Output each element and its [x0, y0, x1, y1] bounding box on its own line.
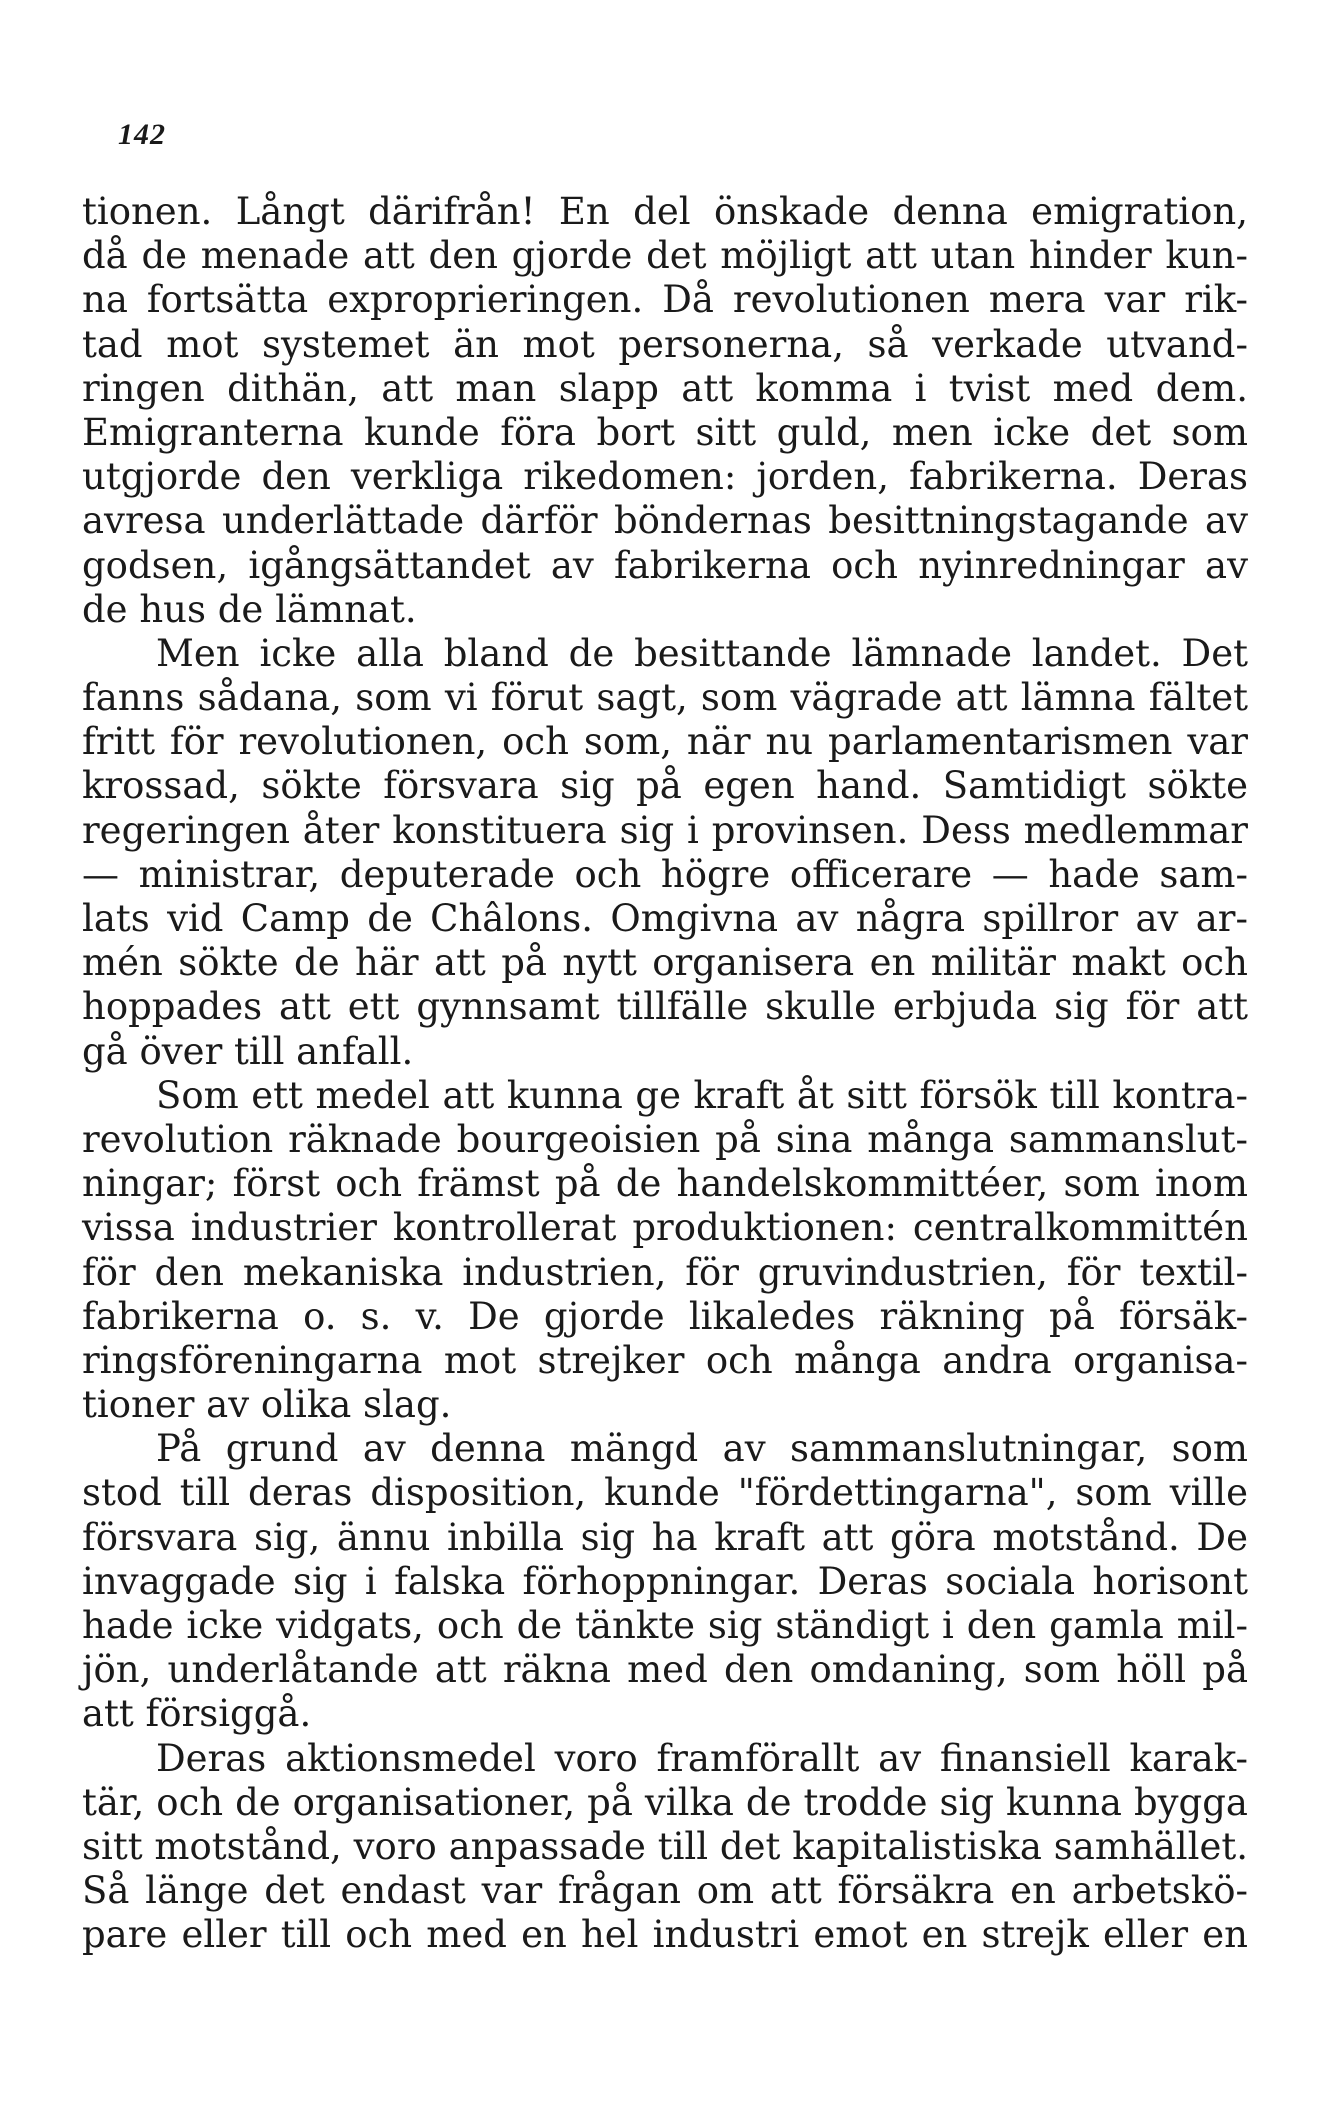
text-line: att försiggå. [82, 1692, 312, 1736]
text-line: de hus de lämnat. [82, 587, 417, 631]
text-line: hoppades att ett gynnsamt tillfälle skulle erbjuda sig för att [82, 985, 1248, 1029]
text-line: utgjorde den verkliga rikedomen: jorden, fabrikerna. Deras [82, 455, 1248, 499]
page-number: 142 [118, 118, 166, 151]
text-line: försvara sig, ännu inbilla sig ha kraft att göra motstånd. De [82, 1515, 1248, 1559]
text-line: fanns sådana, som vi förut sagt, som vägrade att lämna fältet [82, 676, 1248, 720]
text-line: ringen dithän, att man slapp att komma i tvist med dem. [82, 366, 1248, 410]
text-line: stod till deras disposition, kunde "fördettingarna", som ville [82, 1471, 1248, 1515]
text-line: godsen, igångsättandet av fabrikerna och nyinredningar av [82, 543, 1248, 587]
text-line: Men icke alla bland de besittande lämnade landet. Det [156, 631, 1248, 675]
text-line: för den mekaniska industrien, för gruvindustrien, för textil- [82, 1250, 1248, 1294]
text-line: jön, underlåtande att räkna med den omdaning, som höll på [82, 1648, 1248, 1692]
text-line: vissa industrier kontrollerat produktionen: centralkommittén [82, 1206, 1248, 1250]
text-line: sitt motstånd, voro anpassade till det kapitalistiska samhället. [82, 1824, 1248, 1868]
body-text [82, 190, 1248, 1958]
text-line: — ministrar, deputerade och högre officerare — hade sam- [82, 852, 1248, 896]
text-line: då de menade att den gjorde det möjligt att utan hinder kun- [82, 234, 1248, 278]
text-line: avresa underlättade därför böndernas besittningstagande av [82, 499, 1248, 543]
text-line: regeringen åter konstituera sig i provinsen. Dess medlemmar [82, 808, 1248, 852]
text-line: tär, och de organisationer, på vilka de trodde sig kunna bygga [82, 1780, 1248, 1824]
text-line: lats vid Camp de Châlons. Omgivna av några spillror av ar- [82, 897, 1248, 940]
text-line: Deras aktionsmedel voro framförallt av finansiell karak- [156, 1736, 1248, 1780]
text-line: Så länge det endast var frågan om att försäkra en arbetskö- [82, 1869, 1248, 1913]
text-line: Emigranterna kunde föra bort sitt guld, men icke det som [82, 410, 1248, 454]
text-line: ringsföreningarna mot strejker och många andra organisa- [82, 1338, 1248, 1382]
text-line: revolution räknade bourgeoisien på sina många sammanslut- [82, 1117, 1248, 1161]
text-line: fritt för revolutionen, och som, när nu parlamentarismen var [82, 720, 1248, 764]
text-line: mén sökte de här att på nytt organisera en militär makt och [82, 941, 1248, 985]
text-line: Som ett medel att kunna ge kraft åt sitt försök till kontra- [156, 1073, 1248, 1117]
text-line: pare eller till och med en hel industri emot en strejk eller en [82, 1913, 1248, 1957]
text-line: tionen. Långt därifrån! En del önskade denna emigration, [82, 190, 1248, 233]
text-line: tioner av olika slag. [82, 1383, 452, 1427]
text-line: invaggade sig i falska förhoppningar. Deras sociala horisont [82, 1559, 1248, 1603]
text-line: krossad, sökte försvara sig på egen hand. Samtidigt sökte [82, 764, 1248, 808]
text-line: gå över till anfall. [82, 1029, 414, 1073]
text-line: na fortsätta exproprieringen. Då revolutionen mera var rik- [82, 278, 1248, 322]
text-line: tad mot systemet än mot personerna, så verkade utvand- [82, 322, 1248, 366]
text-line: fabrikerna o. s. v. De gjorde likaledes räkning på försäk- [82, 1294, 1248, 1338]
text-line: På grund av denna mängd av sammanslutningar, som [156, 1427, 1248, 1471]
text-line: ningar; först och främst på de handelskommittéer, som inom [82, 1162, 1248, 1206]
text-line: hade icke vidgats, och de tänkte sig ständigt i den gamla mil- [82, 1604, 1248, 1647]
